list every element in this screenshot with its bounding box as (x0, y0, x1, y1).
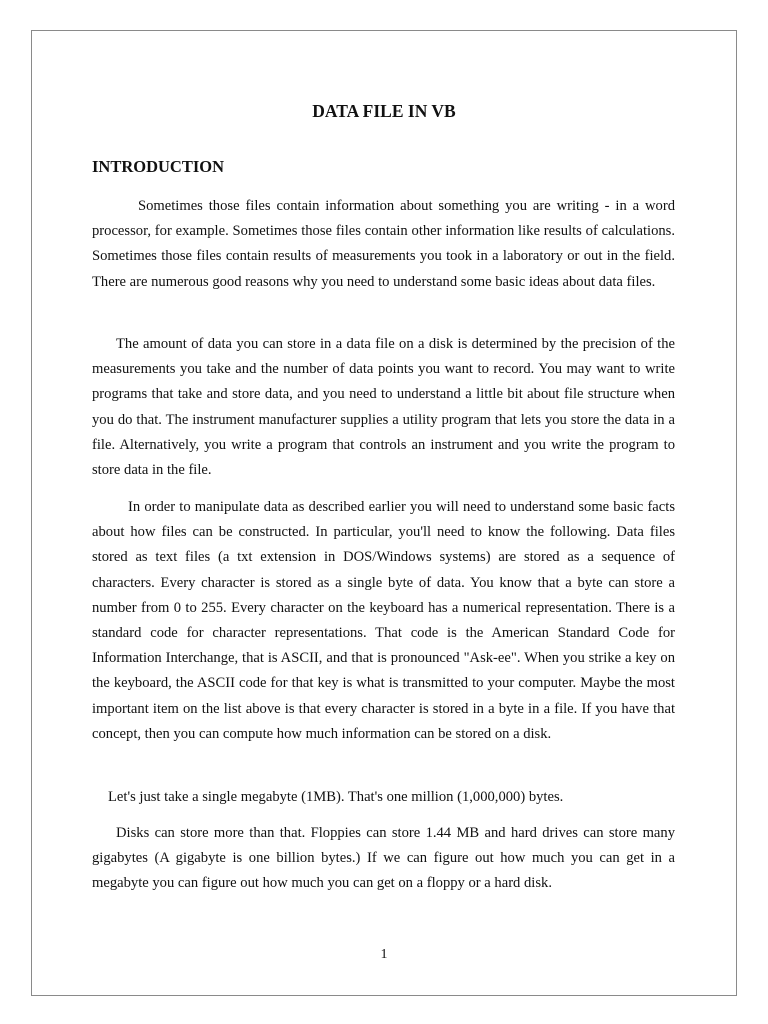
paragraph-disks: Disks can store more than that. Floppies can store 1.44 MB and hard drives can store many gigabytes (A gigabyte is one billion bytes.) If we can figure out how much you can get in a megabyte you can figure out how much you can get on a floppy or a hard disk. (92, 825, 675, 892)
paragraph-megabyte: Let's just take a single megabyte (1MB). That's one million (1,000,000) bytes. (108, 789, 564, 805)
page-number: 1 (380, 947, 388, 962)
document-title: DATA FILE IN VB (312, 101, 456, 121)
paragraph-file-structure: In order to manipulate data as described earlier you will need to understand some basic facts about how files can be constructed. In particular, you'll need to know the following. Data files stored as text files (a txt extension in DOS/Windows systems) are stored as a sequence of characters. Every character is stored as a single byte of data. You know that a byte can store a number from 0 to 255. Every character on the keyboard has a numerical representation. There is a standard code for character representations. That code is the American Standard Code for Information Interchange, that is ASCII, and that is pronounced "Ask-ee". When you strike a key on the keyboard, the ASCII code for that key is what is transmitted to your computer. Maybe the most important item on the list above is that every character is stored in a byte in a file. If you have that concept, then you can compute how much information can be stored on a disk. (92, 499, 675, 742)
section-heading: INTRODUCTION (92, 157, 225, 176)
paragraph-intro-files: Sometimes those files contain information about something you are writing - in a word processor, for example. Sometimes those files contain other information like results of calculations. Sometimes those files contain results of measurements you took in a laboratory or out in the field. There are numerous good reasons why you need to understand some basic ideas about data files. (92, 198, 675, 290)
paragraph-data-amount: The amount of data you can store in a data file on a disk is determined by the precision of the measurements you take and the number of data points you want to record. You may want to write programs that take and store data, and you need to understand a little bit about file structure when you do that. The instrument manufacturer supplies a utility program that lets you store the data in a file. Alternatively, you write a program that controls an instrument and you write the program to store data in the file. (92, 336, 675, 479)
